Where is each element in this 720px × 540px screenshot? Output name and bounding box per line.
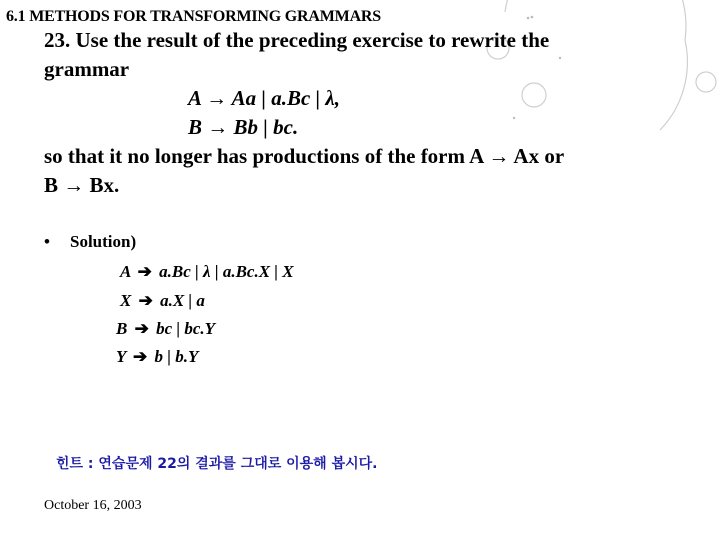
solution-rule <box>116 319 215 339</box>
solution-rule <box>116 347 198 367</box>
solution-rule <box>120 291 205 311</box>
solution-heading <box>44 232 136 252</box>
slide-header: 6.1 METHODS FOR TRANSFORMING GRAMMARS <box>6 8 381 25</box>
grammar-rule-a: A → Aa | a.Bc | λ, <box>188 86 340 110</box>
rule-lhs: Y <box>116 347 126 366</box>
footer-date: October 16, 2003 <box>44 498 142 513</box>
grammar-rule-b: B → Bb | bc. <box>188 115 299 139</box>
solution-label: Solution) <box>70 232 137 251</box>
problem-line: so that it no longer has productions of the form A → Ax or <box>44 144 565 168</box>
problem-line: B → Bx. <box>44 173 120 197</box>
rule-rhs: bc | bc.Y <box>156 319 216 338</box>
rule-lhs: B <box>116 319 128 338</box>
hint-text: 힌트 : 연습문제 22의 결과를 그대로 이용해 봅시다. <box>56 456 378 472</box>
right-arrow-icon: ➔ <box>137 262 152 281</box>
problem-statement <box>44 26 684 200</box>
right-arrow-icon: ➔ <box>134 319 149 338</box>
rule-rhs: b | b.Y <box>154 347 199 366</box>
right-arrow-icon: ➔ <box>138 291 153 310</box>
solution-rule <box>120 262 294 282</box>
rule-rhs: a.X | a <box>160 291 205 310</box>
right-arrow-icon: ➔ <box>133 347 148 366</box>
rule-rhs: a.Bc | λ | a.Bc.X | X <box>159 262 294 281</box>
bullet-icon: • <box>44 232 50 251</box>
rule-lhs: A <box>120 262 131 281</box>
problem-line: 23. Use the result of the preceding exercise to rewrite the <box>44 28 550 52</box>
rule-lhs: X <box>120 291 132 310</box>
problem-line: grammar <box>44 57 130 81</box>
